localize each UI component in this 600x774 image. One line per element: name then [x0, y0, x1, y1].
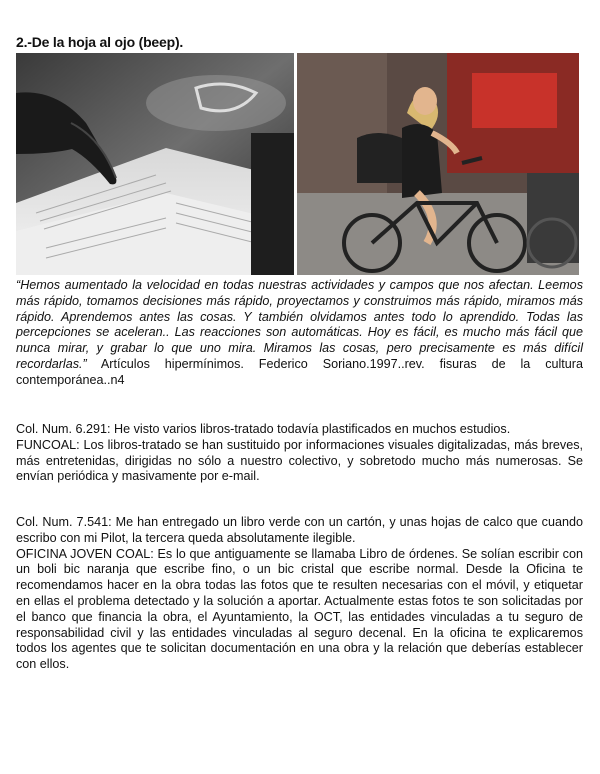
qa-entry — [16, 422, 583, 485]
book-reading-photo — [16, 53, 294, 275]
qa-entry — [16, 515, 583, 673]
entry-question: Col. Num. 6.291: He visto varios libros-tratado todavía plastificados en muchos estudios. — [16, 422, 511, 436]
entry-question: Col. Num. 7.541: Me han entregado un libro verde con un cartón, y unas hojas de calco que cuando escribo con mi Pilot, la tercera queda absolutamente ilegible. — [16, 515, 583, 545]
page-title: 2.-De la hoja al ojo (beep). — [16, 34, 184, 50]
entry-answer: FUNCOAL: Los libros-tratado se han sustituido por informaciones visuales digitalizadas, más breves, más entretenidas, dirigidas no sólo a nuestro colectivo, y sobretodo mucho más numerosas. Se envían periódica y masivamente por e-mail. — [16, 437, 583, 484]
cyclist-photo — [297, 53, 579, 275]
quote-source: Artículos hipermínimos. Federico Soriano.1997..rev. fisuras de la cultura contemporánea..n4 — [16, 356, 583, 387]
hand-on-book-illustration — [16, 53, 294, 275]
opening-quote — [16, 278, 583, 389]
entry-answer: OFICINA JOVEN COAL: Es lo que antiguamente se llamaba Libro de órdenes. Se solían escribir con un boli bic naranja que escribe fino, o un bic cristal que escribe normal. Desde la Oficina te recomendamos hacer en la obra todas las fotos que te resulten necesarias con el móvil, y etiquetar en ellas el problema detectado y la solución a aportar. Actualmente estas fotos te son solicitadas por el banco que financia la obra, el Ayuntamiento, la OCT, las entidades vinculadas a tu seguro de responsabilidad civil y las entidades vinculadas al seguro decenal. En la oficina te explicaremos todos los agentes que te solicitan documentación en una obra y la relación que deberías establecer con ellos. — [16, 546, 583, 672]
woman-cycling-illustration — [297, 53, 579, 275]
quote-text: “Hemos aumentado la velocidad en todas nuestras actividades y campos que nos afectan. Leemos más rápido, tomamos decisiones más rápido, proyectamos y construimos más rápido, miramos más rápido. Aprendemos antes las cosas. Y también olvidamos antes todo lo aprendido. Todas las percepciones se aceleran.. Las reacciones son automáticas. Hoy es fácil, es mucho más fácil que nunca mirar, y grabar lo que uno mira. Miramos las cosas, pero precisamente es más difícil recordarlas.” — [16, 278, 583, 371]
